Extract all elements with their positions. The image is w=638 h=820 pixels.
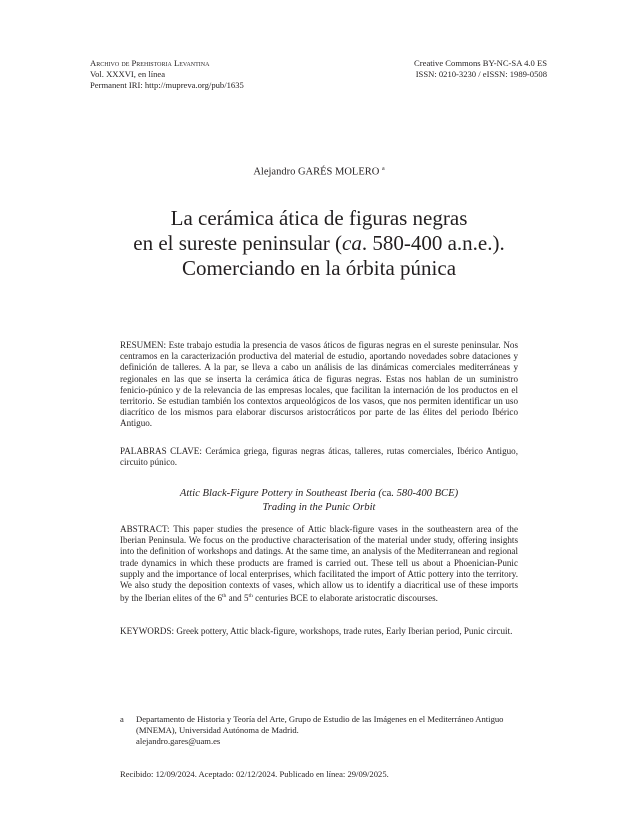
abstract-text-end: centuries BCE to elaborate aristocratic discourses.: [252, 593, 438, 604]
keywords-text: Greek pottery, Attic black-figure, workshops, trade rutes, Early Iberian period, Punic circuit.: [176, 626, 513, 636]
resumen-label: RESUMEN:: [120, 340, 166, 350]
title-line-3: Comerciando en la órbita púnica: [181, 256, 457, 280]
english-title-ca: ca: [381, 488, 392, 499]
keywords: [120, 626, 518, 637]
abstract-text-mid: and 5: [226, 593, 249, 604]
abstract-text: This paper studies the presence of Attic black-figure vases in the southeastern area of the Iberian Peninsula. We focus on the productive characterisation of the material under study, offering insights into the definition of workshops and datings. At the same time, an analysis of the Mediterranean and regional trade dynamics in which these products are framed is carried out. These tell us about a Phoenician-Punic supply and the importance of local enterprises, which facilitated the import of Attic pottery into the territory. We also study the deposition contexts of vases, which allow us to identify a diacritical use of these imports by the Iberian elites of the 6: [120, 524, 519, 604]
license: Creative Commons BY-NC-SA 4.0 ES: [414, 58, 547, 68]
palabras-text: Cerámica griega, figuras negras áticas, talleres, rutas comerciales, Ibérico Antiguo, circuito púnico.: [120, 446, 518, 468]
english-title-line-1: [120, 487, 518, 501]
abstract-sup-1: th: [222, 593, 227, 600]
palabras-clave: [120, 446, 518, 468]
abstract-sup-2: th: [248, 593, 253, 600]
article-title: [0, 206, 638, 281]
english-title-start: Attic Black-Figure Pottery in Southeast Iberia (: [179, 488, 382, 499]
footnote-email: alejandro.gares@uam.es: [136, 736, 221, 746]
title-line-2: [0, 231, 638, 256]
author-given-name: Alejandro: [253, 166, 296, 178]
header-right: [414, 58, 547, 80]
footnote-line-2: (MNEMA), Universidad Autónoma de Madrid.: [136, 725, 299, 735]
publication-dates: Recibido: 12/09/2024. Aceptado: 02/12/2024. Publicado en línea: 29/09/2025.: [120, 769, 389, 779]
footnote-line-1: Departamento de Historia y Teoría del Arte, Grupo de Estudio de las Imágenes en el Mediterráneo Antiguo: [136, 714, 504, 724]
resumen: [120, 340, 518, 430]
resumen-text: Este trabajo estudia la presencia de vasos áticos de figuras negras en el sureste peninsular. Nos centramos en la caracterización productiva del material de estudio, aportando novedades sobre dataciones y definición de talleres. A la par, se lleva a cabo un análisis de las dinámicas comerciales mediterráneas y regionales en las que se inserta la cerámica ática de figuras negras. Estas nos hablan de un suministro fenicio-púnico y de la relevancia de las empresas locales, que facilitan la internación de los productos en el territorio. Se estudian también los contextos arqueológicos de los vasos, que nos permiten identificar un uso diacrítico de los mismos para elaborar discursos aristocráticos por parte de las élites del periodo Ibérico Antiguo.: [120, 340, 518, 429]
permanent-iri: Permanent IRI: http://mupreva.org/pub/1635: [90, 80, 244, 90]
footnote-mark: a: [120, 714, 124, 724]
journal-name: Archivo de Prehistoria Levantina: [90, 58, 210, 68]
abstract-label: ABSTRACT:: [120, 524, 170, 534]
author-affiliation-mark: a: [381, 166, 385, 172]
english-title-line-2: Trading in the Punic Orbit: [262, 501, 376, 513]
issn: ISSN: 0210-3230 / eISSN: 1989-0508: [415, 69, 547, 79]
author: [0, 166, 638, 178]
english-title-end: . 580-400 BCE): [391, 488, 459, 499]
footnote: [120, 714, 520, 747]
title-line-2-start: en el sureste peninsular (: [133, 231, 343, 255]
title-line-2-end: . 580-400 a.n.e.).: [361, 231, 505, 255]
journal-volume: Vol. XXXVI, en línea: [90, 69, 166, 79]
title-line-2-italic: ca: [342, 231, 362, 255]
title-line-1: La cerámica ática de figuras negras: [170, 206, 468, 230]
abstract: [120, 524, 518, 604]
author-surname: GARÉS MOLERO: [297, 166, 380, 178]
english-title: [120, 487, 518, 514]
header-left: [90, 58, 244, 91]
keywords-label: KEYWORDS:: [120, 626, 175, 636]
palabras-label: PALABRAS CLAVE:: [120, 446, 202, 456]
